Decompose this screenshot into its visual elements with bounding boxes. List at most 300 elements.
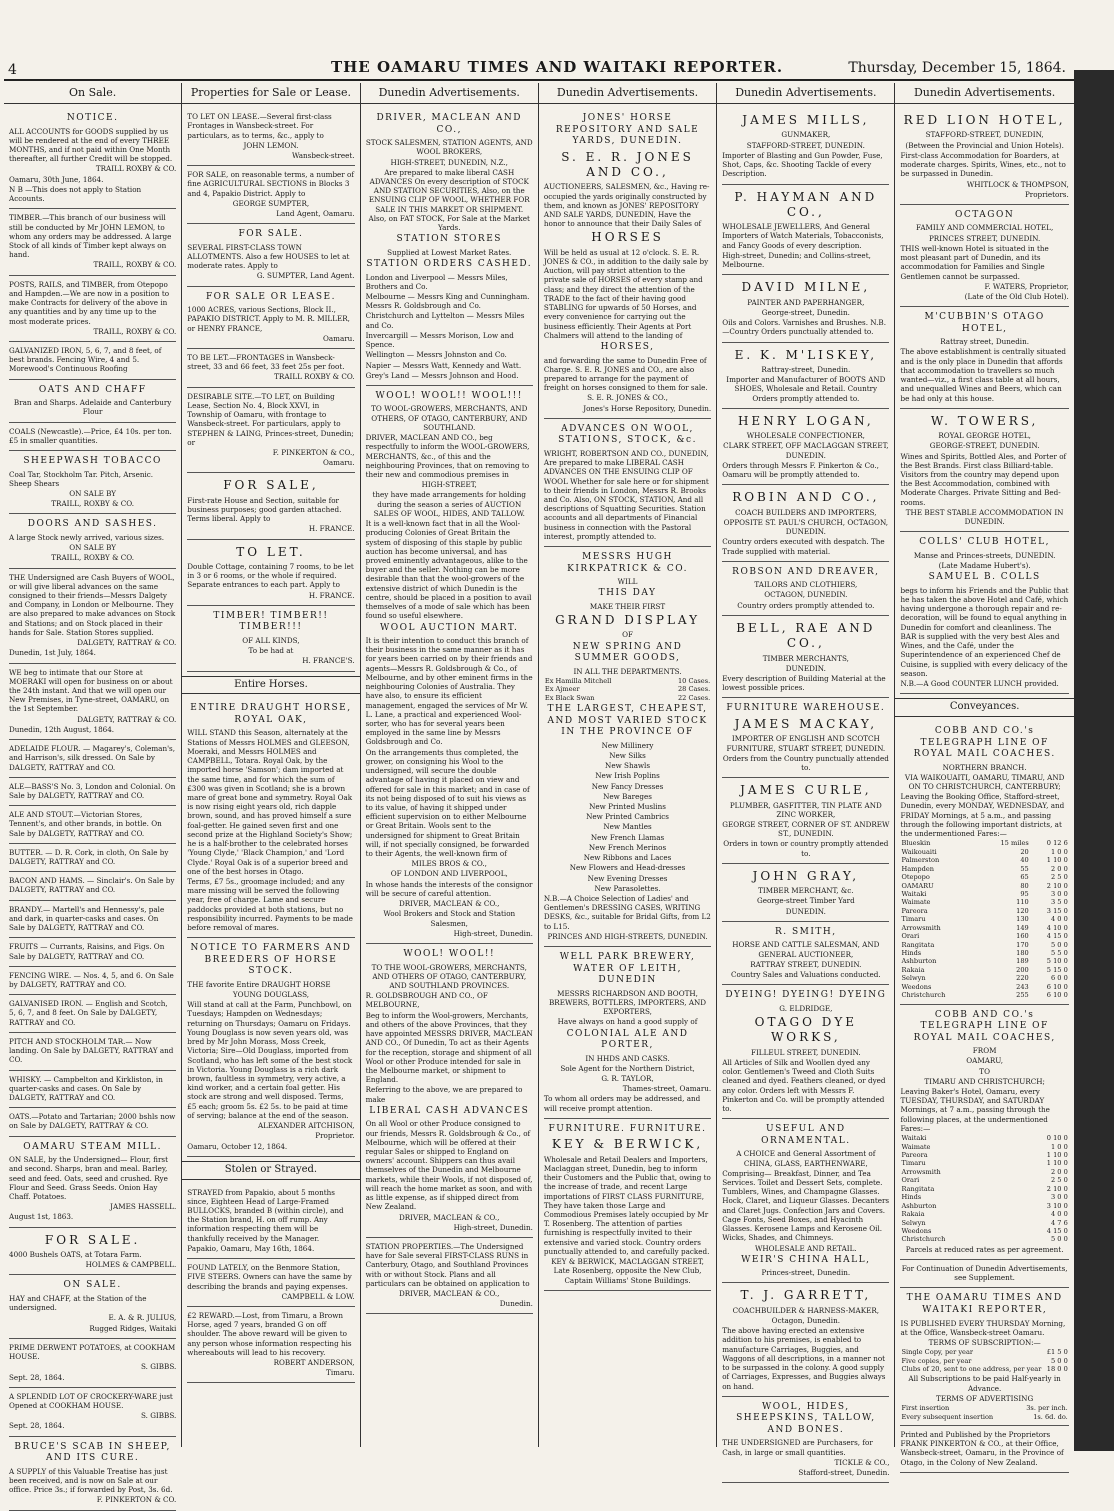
ad-date: Sept. 28, 1864. <box>9 1372 65 1382</box>
fare-fare: 2 5 0 <box>1051 873 1068 882</box>
goods-item: New Flowers and Head-dresses <box>569 863 686 873</box>
ad-body: A SPLENDID LOT OF CROCKERY-WARE just Opened at COOKHAM HOUSE. <box>9 1391 173 1410</box>
ad-signature: F. PINKERTON & CO. <box>96 1495 177 1505</box>
ad-galvanized <box>9 342 176 380</box>
ad-heading: ON SALE. <box>63 1280 122 1291</box>
ad-heading: COBB AND CO.'s TELEGRAPH LINE OF ROYAL MAIL COACHES, <box>913 1009 1056 1043</box>
ad-heading: FOR SALE, <box>223 478 319 493</box>
table-row <box>900 1357 1068 1365</box>
ad-robin <box>722 485 889 561</box>
ad-signature: GEORGE SUMPTER, <box>232 198 310 208</box>
ad-subtitle: TERMS OF ADVERTISING <box>936 1393 1034 1403</box>
ad-heading: OATS AND CHAFF <box>38 384 147 395</box>
ad-terms: Terms, £7 5s., groomage included; and any mare missing will be served the following year, free of charge. Lame and secure paddocks provided at both stations, but no responsibility incurred. Payments to be made before removal of mares. <box>187 876 353 933</box>
ad-signature: G. R. TAYLOR, <box>601 1073 654 1083</box>
ad-body: WRIGHT, ROBERTSON AND CO., DUNEDIN, Are prepared to make LIBERAL CASH ADVANCES ON THE ENSUING CLIP OF WOOL Whether for sale here or for shipment to their friends in London, Messrs R. Brooks and Co. Also, ON STOCK, STATION, And all descriptions of Squatting Securities. Station accounts and all departments of Financial business in connection with the Pastoral interest, promptly attended to. <box>543 448 709 541</box>
ad-trade: TIMBER MERCHANTS, <box>762 653 849 663</box>
ad-address: KEY & BERWICK, MACLAGGAN STREET, Late Rosenberg, opposite the New Club, Captain Williams' Stone Buildings. <box>551 1257 704 1285</box>
ad-address: RATTRAY STREET, DUNEDIN. <box>750 959 862 969</box>
agent-row: Grey's Land — Messrs Johnson and Hood. <box>365 370 519 380</box>
fare-place: OAMARU <box>901 881 934 890</box>
ad-signature: TRAILL, ROXBY & CO. <box>93 260 177 270</box>
table-row <box>544 677 711 685</box>
ad-doors <box>9 514 176 568</box>
section-heading: Dunedin Advertisements. <box>717 83 894 104</box>
fare-row <box>900 907 1068 915</box>
ad-body: IN ALL THE DEPARTMENTS. <box>573 666 682 676</box>
list-item <box>9 1071 176 1109</box>
agent-row: London and Liverpool — Messrs Miles, Brothers and Co. <box>365 272 508 291</box>
ad-kirkpatrick <box>544 547 711 947</box>
ad-body: MAKE THEIR FIRST <box>589 601 666 611</box>
ad-name: COLLS' CLUB HOTEL, <box>919 537 1051 548</box>
ad-tickle <box>722 1397 889 1483</box>
ad-signature: JAMES HASSELL. <box>110 1202 177 1212</box>
column-properties <box>182 83 360 1447</box>
fare-row <box>900 957 1068 965</box>
table-row <box>900 1365 1068 1373</box>
ad-body: Every description of Building Material at the lowest possible prices. <box>722 674 886 693</box>
ad-body: ALL ACCOUNTS for GOODS supplied by us will be rendered at the end of every THREE MONTHS, and if not paid within One Month thereafter, all further Credit will be stopped. <box>9 126 173 164</box>
ad-signature: S. E. R. JONES & CO., <box>587 393 668 403</box>
fare-place: Timaru <box>901 1159 926 1168</box>
fare-row <box>900 949 1068 957</box>
ad-sale: ON SALE BY <box>69 488 117 498</box>
ad-body: Leaving the Booking Office, Stafford-street, Dunedin, every MONDAY, WEDNESDAY, and FRIDAY Mornings, at 5 a.m., and passing through the following important districts, at the undermentioned Fares:— <box>900 792 1065 839</box>
ad-name: BELL, RAE AND CO., <box>736 620 876 651</box>
goods-item: New Irish Poplins <box>595 771 660 781</box>
ad-body: 4000 Bushels OATS, at Totara Farm. <box>9 1250 142 1260</box>
ad-name: W. TOWERS, <box>930 413 1039 428</box>
fare-fare: 2 5 0 <box>1051 1176 1068 1185</box>
ad-cobb-northern <box>900 721 1068 1005</box>
ad-address: GEORGE STREET, CORNER OF ST. ANDREW ST., DUNEDIN. <box>722 820 890 839</box>
ad-body: £2 REWARD.—Lost, from Timaru, a Brown Horse, aged 7 years, branded G on off shoulder. The above reward will be given to any person whose information respecting his whereabouts will lead to his recovery. <box>187 1310 352 1357</box>
fare-fare: 6 10 0 <box>1046 991 1068 1000</box>
ad-milne <box>722 275 889 342</box>
ad-heading: FOR SALE. <box>238 229 304 240</box>
ad-body: The above establishment is centrally situated and is the only place in Dunedin that affords that accommodation to travellers so much wanted—viz., a first class table at all hours, and unequalled Wines and Beers, which can be had only at this house. <box>900 347 1067 403</box>
fare-fare: 2 0 0 <box>1051 864 1068 873</box>
ad-body: 1000 ACRES, various Sections, Block II., PAPAKIO DISTRICT. Apply to M. R. MILLER, or HENRY FRANCE, <box>187 305 350 333</box>
fare-row <box>900 1151 1068 1159</box>
ad-body: WE beg to intimate that our Store at MOERAKI will open for business on or about the 24th instant. And that we will open our New Premises, in Tyne-street, OAMARU, on the 1st September. <box>9 667 173 714</box>
ad-trade: FAMILY AND COMMERCIAL HOTEL, <box>916 223 1054 233</box>
ad-logan <box>722 409 889 485</box>
fare-fare: 6 0 0 <box>1051 974 1068 983</box>
fare-miles: 243 <box>1016 982 1029 991</box>
ad-subtitle: STOCK SALESMEN, STATION AGENTS, AND WOOL BROKERS, <box>365 138 533 157</box>
ad-body: Country orders executed with despatch. The Trade supplied with material. <box>722 537 885 556</box>
goods-item: New French Merinos <box>588 842 667 852</box>
ad-mackay <box>722 698 889 778</box>
goods-item: New Mantles <box>603 822 652 832</box>
ad-body: Supplied at Lowest Market Rates. <box>387 247 512 257</box>
ad-heading: WELL PARK BREWERY, WATER OF LEITH, DUNEDIN <box>559 952 696 986</box>
ad-store <box>9 664 176 741</box>
fare-row <box>900 1219 1068 1227</box>
ad-heading: FOR SALE. <box>44 1232 141 1247</box>
ad-address: CLARK STREET, OFF MACLAGGAN STREET, DUNEDIN. <box>723 441 889 460</box>
fare-miles: 160 <box>1016 932 1029 941</box>
fare-fare: 3 0 0 <box>1051 1193 1068 1202</box>
ad-signature: E. A. & R. JULIUS, <box>108 1313 177 1323</box>
ad-body: It is their intention to conduct this branch of their business in the same manner as it has for years been carried on by their friends and agents—Messrs R. Goldsbrough & Co., of Melbourne, and by other eminent firms in the neighbouring Colonies of Australia. They have also, to ensure its efficient management, engaged the services of Mr W. L. Lane, a practical and experienced Wool-sorter, who has for several years been employed in the same line by Messrs Goldsbrough and Co. <box>365 636 533 747</box>
ad-body: DRIVER, MACLEAN AND CO., beg respectfully to inform the WOOL-GROWERS, MERCHANTS, &c., of this and the neighbouring Provinces, that on removing to their new and commodious premises in <box>365 433 530 479</box>
fare-fare: 0 12 6 <box>1046 839 1068 848</box>
ad-body: It is a well-known fact that in all the Wool-producing Colonies of Great Britain the system of disposing of this staple by public auction has become universal, and has proved eminently advantageous, alike to the buyer and the seller. Nothing can be more desirable than that the wool-growers of the extensive district of which Dunedin is the centre, should be placed in a position to avail themselves of a mode of sale which has been found so useful elsewhere. <box>365 519 532 621</box>
ad-signature: TICKLE & CO., <box>834 1457 890 1467</box>
goods-item: New Bareges <box>603 791 652 801</box>
ad-body: TO BE LET.—FRONTAGES in Wansbeck-street, 33 and 66 feet, 33 feet 25s per foot. <box>187 353 345 372</box>
ad-body: A SUPPLY of this Valuable Treatise has just been received, and is now on Sale at our office. Price 3s.; if forwarded by Post, 3s. 6d. <box>9 1466 173 1495</box>
ad-body: POSTS, RAILS, and TIMBER, from Otepopo and Hampden.—We are now in a position to make Contracts for delivery of the above in any quantities and by any time up to the most moderate prices. <box>9 279 170 326</box>
fare-miles: 189 <box>1016 957 1029 966</box>
ad-body: To be had at <box>248 646 294 656</box>
goods-item: New Printed Muslins <box>589 802 666 812</box>
ad-for-sale-oats <box>9 1228 176 1276</box>
row-label: Every subsequent insertion <box>901 1412 994 1421</box>
shipment-table <box>544 677 711 702</box>
ad-place: High-street, Dunedin. <box>453 1222 533 1232</box>
ad-body: OF <box>622 630 633 640</box>
ad-signature: F. PINKERTON & CO., <box>272 448 355 458</box>
columns <box>4 83 1074 1505</box>
fare-fare: 5 5 0 <box>1051 949 1068 957</box>
fare-fare: 4 0 0 <box>1051 1210 1068 1219</box>
ad-hayman <box>722 185 889 276</box>
row-label: Single Copy, per year <box>901 1348 974 1357</box>
fare-row <box>900 1143 1068 1151</box>
fare-miles: 55 <box>1020 864 1029 873</box>
ad-body: they have made arrangements for holding during the season a series of AUCTION SALES OF WOOL, HIDES, AND TALLOW. <box>372 490 526 518</box>
table-row <box>544 694 711 702</box>
ad-wright-robertson <box>544 419 711 547</box>
ad-trade: WHOLESALE CONFECTIONER, <box>746 431 865 441</box>
ad-body: GALVANIZED IRON, 5, 6, 7, and 8 feet, of best brands. Fencing Wire, 4 and 5. Morewood's Continuous Roofing <box>9 345 162 374</box>
ship-qty: 28 Cases. <box>677 685 711 694</box>
ad-heading: WOOL, HIDES, SHEEPSKINS, TALLOW, AND BONES. <box>736 1401 876 1435</box>
ad-address: George-street, Dunedin. <box>761 307 850 317</box>
ad-signature: TRAILL, ROXBY & CO. <box>93 326 177 336</box>
ad-heading: ENTIRE DRAUGHT HORSE, ROYAL OAK, <box>190 703 352 725</box>
ad-signature: TRAILL ROXBY & CO. <box>95 164 177 174</box>
ad-garrett <box>722 1283 889 1396</box>
ad-signature: JOHN LEMON. <box>243 140 299 150</box>
ad-body: begs to inform his Friends and the Public that he has taken the above Hotel and Café, which having undergone a thorough repair and re-decoration, will be found to equal anything in Dunedin for comfort and cleanliness. The BAR is supplied with the very best Ales and Wines, and the Café, under the Superintendence of an experienced Chef de Cuisine, is supplied with every delicacy of the season. <box>900 585 1069 678</box>
ad-curle <box>722 778 889 864</box>
ad-address: HIGH-STREET, <box>421 480 477 490</box>
ad-body: OATS.—Potato and Tartarian; 2000 bshls now on Sale by DALGETY, RATTRAY & CO. <box>9 1112 176 1131</box>
ad-body: Beg to inform the Wool-growers, Merchants, and others of the above Provinces, that they have appointed MESSRS DRIVER, MACLEAN AND CO., Of Dunedin, To act as their Agents for the reception, storage and shipment of all Wool or other Produce intended for sale in the Melbourne market, or shipment to England. <box>365 1010 533 1085</box>
ad-body: Will stand at call at the Farm, Punchbowl, on Tuesdays; Hampden on Wednesdays; returning on Thursdays; Oamaru on Fridays. Young Douglass is now seven years old, was bred by Mr John Morass, Moss Creek, Victoria; Sire—Old Douglass, imported from Scotland, who has left some of the best stock in Victoria. Young Douglass is a rich dark brown, faultless in symmetry, very active, a kind worker, and a certain foal getter. His stock are strong and well disposed. Terms, £5 each; groom 5s. £2 5s. to be paid at time of serving; balance at the end of the season. <box>187 1000 353 1120</box>
ad-signature: ROBERT ANDERSON, <box>273 1358 355 1368</box>
ad-body: DESIRABLE SITE.—TO LET, on Building Lease, Section No. 4, Block XXVI, in Township of Oamaru, with frontage to Wansbeck-street. For particulars, apply to STEPHEN & LAING, Princes-street, Dunedin; or <box>187 391 354 447</box>
ship-name: Ex Black Swan <box>544 693 595 702</box>
ad-name: JAMES MACKAY, <box>734 717 878 731</box>
fare-fare: 2 0 0 <box>1051 1167 1068 1176</box>
ad-steam-mill <box>9 1137 176 1228</box>
ad-place: Dunedin. <box>499 1299 533 1309</box>
ad-heading: SHEEPWASH TOBACCO <box>23 456 162 467</box>
ad-heading: WOOL AUCTION MART. <box>380 622 519 633</box>
ad-date: Sept. 28, 1864. <box>9 1421 65 1431</box>
ad-address: (Between the Provincial and Union Hotels). <box>905 140 1064 150</box>
ad-body: STRAYED from Papakio, about 5 months since, Eighteen Head of Large-Framed BULLOCKS, branded B (within circle), and the Station brand, H. on off rump. Any information respecting them will be thankfully received by the Manager. <box>187 1187 344 1243</box>
list-item <box>9 995 176 1033</box>
fare-fare: 1 10 0 <box>1046 1159 1068 1168</box>
ad-name: RED LION HOTEL, <box>903 113 1066 128</box>
ad-body: On the arrangements thus completed, the grower, on consigning his Wool to the undersigned, will secure the double advantage of having it placed on view and offered for sale in this market; and in case of its not being disposed of to suit his views as to its value, of having it shipped under efficient supervision on to either Melbourne or Great Britain. Wools sent to the undersigned for shipment to Great Britain will, if not specially consigned, be forwarded to their Agents, the well-known firm of <box>365 747 530 859</box>
ad-role: (Late of the Old Club Hotel). <box>964 292 1069 302</box>
ad-gray <box>722 864 889 922</box>
row-price: 1s. 6d. do. <box>1033 1412 1068 1421</box>
fare-place: Pareora <box>901 906 928 915</box>
fare-place: Timaru <box>901 915 926 924</box>
ad-lease <box>187 108 354 166</box>
ad-to-let <box>187 540 354 606</box>
subscription-table <box>900 1348 1068 1373</box>
ad-heading: DOORS AND SASHES. <box>27 519 158 530</box>
ad-body: THE UNDERSIGNED are Purchasers, for Cash, in large or small quantities. <box>722 1438 873 1457</box>
ad-body: ON SALE, by the Undersigned— Flour, first and second. Sharps, bran and meal. Barley, seed and feed. Oats, seed and crushed. Rye Flour and Seed. Grass Seeds. Onion Hay Chaff. Potatoes. <box>9 1155 168 1202</box>
agent-row: Christchurch and Lyttelton — Messrs Miles and Co. <box>365 311 525 330</box>
ad-subtitle: TO WOOL-GROWERS, MERCHANTS, AND OTHERS, OF OTAGO, CANTERBURY, AND SOUTHLAND. <box>371 404 528 432</box>
ad-signature: DALGETY, RATTRAY & CO. <box>77 638 177 648</box>
ad-heading: NOTICE. <box>66 113 119 124</box>
ad-place: Oamaru. <box>322 458 355 468</box>
ad-heading: TIMBER! TIMBER!! TIMBER!!! <box>213 610 329 633</box>
ad-continuation <box>900 1260 1068 1288</box>
fare-row <box>900 983 1068 991</box>
ad-address: Rattray-street, Dunedin. <box>761 364 851 374</box>
ad-body: COALS (Newcastle).—Price, £4 10s. per ton. £5 in smaller quantities. <box>9 426 172 445</box>
list-item <box>9 872 176 900</box>
ad-notice <box>9 108 176 209</box>
ad-heading: STATION ORDERS CASHED. <box>366 259 533 270</box>
ad-signature: TRAILL, ROXBY & CO. <box>51 553 135 563</box>
ad-heading: USEFUL AND ORNAMENTAL. <box>761 1124 851 1146</box>
ad-place: Timaru. <box>326 1368 355 1378</box>
ad-body: Orders through Messrs F. Pinkerton & Co., Oamaru will be promptly attended to. <box>722 460 879 480</box>
section-heading: On Sale. <box>4 83 181 104</box>
ad-signature: ALEXANDER AITCHISON, <box>257 1121 355 1131</box>
ad-note: N.B.—A Good COUNTER LUNCH provided. <box>900 679 1059 688</box>
ad-body: OAMARU, <box>966 1056 1003 1066</box>
ad-name: R. SMITH, <box>775 926 837 937</box>
ad-address: STAFFORD-STREET, DUNEDIN, <box>925 130 1044 140</box>
ad-body: HAY and CHAFF, at the Station of the undersigned. <box>9 1294 147 1313</box>
ad-heading: OTAGO DYE WORKS, <box>754 1015 858 1045</box>
ad-signature: HOLMES & CAMPBELL. <box>85 1260 177 1270</box>
ad-body: IMPORTER OF ENGLISH AND SCOTCH FURNITURE, STUART STREET, DUNEDIN. <box>726 734 886 753</box>
ad-body: Sole Agent for the Northern District, <box>560 1063 695 1073</box>
ad-scab <box>9 1437 176 1511</box>
ad-heading: FURNITURE WAREHOUSE. <box>726 703 886 714</box>
ad-name: MESSRS RICHARDSON AND BOOTH, BREWERS, BOTTLERS, IMPORTERS, AND EXPORTERS, <box>549 988 707 1017</box>
ad-place: OF LONDON AND LIVERPOOL, <box>390 869 508 879</box>
fare-place: Waimate <box>901 898 931 907</box>
ad-agricultural-sections <box>187 166 354 224</box>
ad-heading: COLONIAL ALE AND PORTER, <box>566 1028 689 1051</box>
fare-row <box>900 1235 1068 1243</box>
ad-date: Papakio, Oamaru, May 16th, 1864. <box>187 1243 315 1253</box>
fare-row <box>900 924 1068 932</box>
fare-row <box>900 898 1068 906</box>
ad-body: Wholesale and Retail Dealers and Importers, Maclaggan street, Dunedin, beg to inform their Customers and the Public that, owing to the increase of trade, and recent Large importations of FIRST CLASS FURNITURE, They have taken those Large and Commodious Premises lately occupied by Mr T. Rosenberg. The attention of parties furnishing is respectfully invited to their extensive and varied stock. Country orders punctually attended to, and carefully packed. <box>543 1154 711 1256</box>
ad-signature: H. FRANCE'S. <box>302 656 355 666</box>
ad-signature: WHITLOCK & THOMPSON, <box>966 179 1069 189</box>
ad-note: Country Sales and Valuations conducted. <box>730 970 881 980</box>
ad-house-for-sale <box>187 473 354 539</box>
fare-place: Pareora <box>901 1151 928 1160</box>
ad-body: ADELAIDE FLOUR. — Magarey's, Coleman's, and Harrison's, silk dressed. On Sale by DALGETY, RATTRAY and CO. <box>9 744 176 772</box>
ad-body: On all Wool or other Produce consigned to our friends, Messrs R. Goldsbrough & Co., of Melbourne, which will be offered at their regular Sales or shipped to England on owners' account. Shippers can thus avail themselves of the Dunedin and Melbourne markets, while their Wools, if not disposed of, will reach the home market as soon, and with as little expense, as if shipped direct from New Zealand. <box>365 1119 533 1212</box>
ad-body: GALVANISED IRON. — English and Scotch, 5, 6, 7, and 8 feet. On Sale by DALGETY, RATTRAY and CO. <box>9 999 168 1027</box>
ad-heading: THE OAMARU TIMES AND WAITAKI REPORTER, <box>906 1293 1063 1315</box>
ad-wool-buyers <box>9 569 176 664</box>
ad-role: Proprietor. <box>315 1131 355 1141</box>
ad-address: Stafford-street, Dunedin. <box>798 1468 890 1477</box>
list-item <box>9 901 176 939</box>
imprint-text: Printed and Published by the Proprietors FRANK PINKERTON & CO., at their Office, Wansbeck-street, Oamaru, in the Province of Otago, in the Colony of New Zealand. <box>900 1430 1064 1467</box>
fare-miles: 80 <box>1020 881 1029 890</box>
ad-body: Coal Tar, Stockholm Tar. Pitch, Arsenic. Sheep Shears <box>9 469 154 488</box>
ad-address: OCTAGON, DUNEDIN. <box>764 590 848 600</box>
goods-item: New Parasolettes. <box>594 883 661 893</box>
fare-fare: 4 15 0 <box>1046 1226 1068 1235</box>
ad-heading: THE LARGEST, CHEAPEST, AND MOST VARIED STOCK IN THE PROVINCE OF <box>547 704 708 738</box>
ad-body: Will be held as usual at 12 o'clock. S. E. R. JONES & CO., in addition to the daily sale by Auction, will pay strict attention to the private sale of HORSES of every stamp and class; and they direct the attention of the TRADE to the fact of their having good STABLING for upwards of 50 Horses, and every convenience for carrying out the business efficiently. Their Agents at Port Chalmers will attend to the landing of <box>543 247 709 340</box>
ad-body: FROM <box>972 1046 997 1056</box>
fare-row <box>900 873 1068 881</box>
fare-fare: 2 10 0 <box>1046 881 1068 890</box>
ad-subtitle: TERMS OF SUBSCRIPTION:— <box>928 1337 1041 1347</box>
agent-row: Wellington — Messrs Johnston and Co. <box>365 350 507 360</box>
row-label: Clubs of 20, sent to one address, per year <box>901 1365 1042 1374</box>
ad-acres <box>187 287 354 349</box>
ad-body: Importer of Blasting and Gun Powder, Fuse, Shot, Caps, &c. Shooting Tackle of every Description. <box>722 150 883 179</box>
ad-trade: HORSE AND CATTLE SALESMAN, AND GENERAL AUCTIONEER, <box>732 940 880 959</box>
fare-place: Waimate <box>901 1142 931 1151</box>
fare-miles: 180 <box>1016 949 1029 957</box>
ad-robson <box>722 562 889 616</box>
ad-coals <box>9 423 176 451</box>
ad-place: Rugged Ridges, Waitaki <box>89 1323 177 1333</box>
ad-trade: TAILORS AND CLOTHIERS, <box>754 580 858 590</box>
ad-note: To whom all orders may be addressed, and will receive prompt attention. <box>543 1094 701 1113</box>
fare-fare: 1 10 0 <box>1046 1151 1068 1160</box>
ad-name: SAMUEL B. COLLS <box>928 572 1041 583</box>
ad-body: PRIME DERWENT POTATOES, at COOKHAM HOUSE. <box>9 1342 176 1362</box>
fare-place: Waitaki <box>901 1134 927 1143</box>
fare-fare: 3 15 0 <box>1046 906 1068 915</box>
ad-note: N.B.—A Choice Selection of Ladies' and Gentlemen's DRESSING CASES, WRITING DESKS, &c., suitable for Bridal Gifts, from L2 to L15. <box>543 893 711 931</box>
ad-heading: OAMARU STEAM MILL. <box>23 1141 162 1152</box>
ad-name: WEIR'S CHINA HALL, <box>741 1254 871 1265</box>
fare-row <box>900 966 1068 974</box>
ad-role: Proprietors. <box>1024 189 1069 199</box>
table-row <box>900 1348 1068 1356</box>
ad-brewery <box>544 947 711 1119</box>
ad-address: GEORGE-STREET, DUNEDIN. <box>929 441 1040 451</box>
fare-row <box>900 1168 1068 1176</box>
section-heading: Dunedin Advertisements. <box>361 83 538 104</box>
ad-name: R. GOLDSBROUGH AND CO., OF MELBOURNE, <box>365 991 488 1010</box>
ad-name: KEY & BERWICK, <box>551 1137 704 1152</box>
ad-body: WILL <box>617 577 638 587</box>
fare-place: Selwyn <box>901 974 926 983</box>
fare-row <box>900 865 1068 873</box>
ad-name: G. ELDRIDGE, <box>779 1003 833 1013</box>
ad-date: August 1st, 1863. <box>9 1212 74 1222</box>
fares-table <box>900 839 1068 999</box>
table-row <box>544 685 711 693</box>
ad-heading: FOR SALE OR LEASE. <box>205 291 336 302</box>
fare-row <box>900 991 1068 999</box>
ad-bell-rae <box>722 616 889 699</box>
ad-heading: DRIVER, MACLEAN AND CO., <box>376 113 523 135</box>
fare-row <box>900 941 1068 949</box>
ad-potatoes <box>9 1339 176 1388</box>
ad-body: AUCTIONEERS, SALESMEN, &c., Having re-occupied the yards originally constructed by them, and known as JONES' REPOSITORY AND SALE YARDS, DUNEDIN, Have the honor to announce that their Daily Sales of <box>543 182 710 229</box>
ad-goldsbrough <box>366 944 533 1238</box>
ad-body: TIMBER.—This branch of our business will still be conducted by Mr JOHN LEMON, to whom any orders may be addressed. A large Stock of all kinds of Timber kept always on hand. <box>9 213 172 260</box>
ad-town-allotments <box>187 224 354 286</box>
ad-body: A CHOICE and General Assortment of CHINA, GLASS, EARTHENWARE, <box>736 1149 876 1168</box>
ad-note: All Subscriptions to be paid Half-yearly in Advance. <box>908 1374 1061 1393</box>
fare-fare: 3 0 0 <box>1051 889 1068 898</box>
goods-item: New Evening Dresses <box>587 873 668 883</box>
ad-strayed <box>187 1184 354 1260</box>
page-number: 4 <box>8 62 17 78</box>
ad-name: ROBIN AND CO., <box>732 490 880 505</box>
ad-name: M'CUBBIN'S OTAGO HOTEL, <box>924 312 1045 334</box>
ad-body: THE Undersigned are Cash Buyers of WOOL, or will give liberal advances on the same consigned to their friends—Messrs Dalgety and Company, in London or Melbourne. They are also prepared to make advances on Stock and Stations; and on Stock placed in their hands for Sale. Station Stores supplied. <box>9 572 176 637</box>
agent-row: Invercargill — Messrs Morison, Low and Spence. <box>365 330 514 350</box>
masthead <box>0 0 1114 78</box>
goods-item: New Ribbons and Laces <box>583 853 672 863</box>
ad-site <box>187 388 354 474</box>
ad-route: TIMARU AND CHRISTCHURCH; <box>924 1076 1045 1086</box>
ad-body: FENCING WIRE. — Nos. 4, 5, and 6. On Sale by DALGETY, RATTRAY and CO. <box>9 970 174 990</box>
ship-name: Ex Hamilla Mitchell <box>544 676 612 685</box>
column-dunedin-3 <box>717 83 895 1477</box>
ad-name: ROBSON AND DREAVER, <box>732 566 880 577</box>
fare-miles: 200 <box>1016 965 1029 974</box>
ad-driver-maclean <box>366 108 533 386</box>
fare-place: Ashburton <box>901 1201 937 1210</box>
fare-place: Weedons <box>901 982 932 991</box>
fare-place: Waitaki <box>901 889 927 898</box>
fare-miles: 220 <box>1016 974 1029 983</box>
ship-name: Ex Ajmeer <box>544 685 580 694</box>
section-heading: Conveyances. <box>895 698 1073 717</box>
ad-heading: BRUCE'S SCAB IN SHEEP, AND ITS CURE. <box>14 1441 171 1464</box>
ad-body: Leaving Baker's Hotel, Oamaru, every TUESDAY, THURSDAY, and SATURDAY Mornings, at 7 a.m., passing through the following places, at the undermentioned Fares:— <box>900 1087 1050 1133</box>
ad-signature: TRAILL, ROXBY & CO. <box>51 499 135 509</box>
fare-place: Blueskin <box>901 839 931 848</box>
ad-role: (Late Madame Hubert's). <box>938 561 1031 571</box>
ad-address: FILLEUL STREET, DUNEDIN. <box>750 1047 861 1057</box>
ad-body: Have always on hand a good supply of <box>557 1017 698 1027</box>
row-price: £1 5 0 <box>1046 1348 1068 1357</box>
ad-body: First-rate House and Section, suitable for business purposes; good garden attached. Terms liberal. Apply to <box>187 495 342 524</box>
advertising-table <box>900 1404 1068 1421</box>
list-item <box>9 778 176 806</box>
table-row <box>900 1413 1068 1421</box>
ad-place: DUNEDIN. <box>785 906 826 916</box>
